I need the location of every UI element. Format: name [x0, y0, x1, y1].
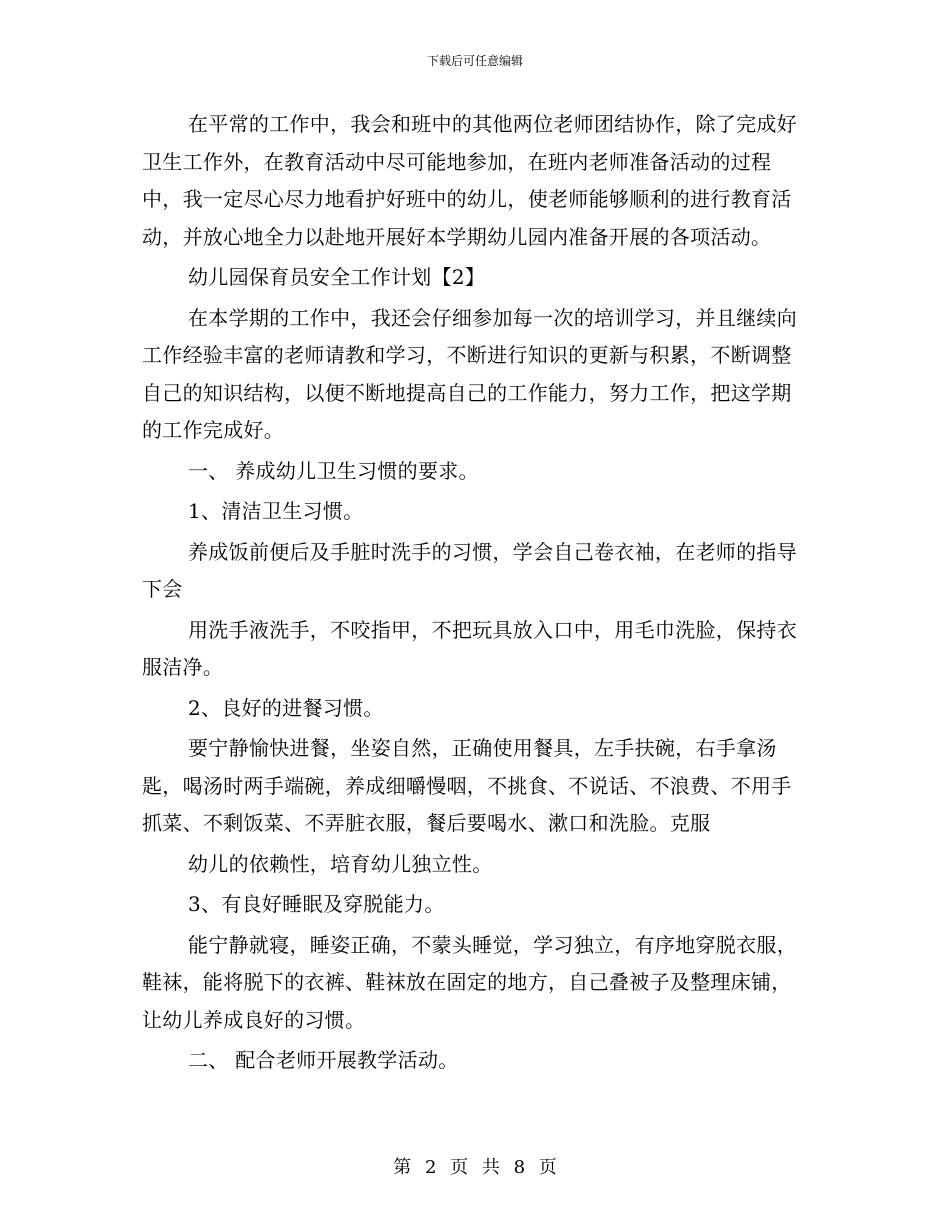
paragraph-teamwork: 在平常的工作中，我会和班中的其他两位老师团结协作，除了完成好卫生工作外，在教育活动中尽可能地参加，在班内老师准备活动的过程中，我一定尽心尽力地看护好班中的幼儿，使老师能够顺利的进行教育活动，并放心地全力以赴地开展好本学期幼儿园内准备开展的各项活动。 [142, 112, 797, 249]
subheading-eating: 2、良好的进餐习惯。 [188, 695, 384, 720]
subheading-cleanliness: 1、清洁卫生习惯。 [188, 499, 364, 523]
page-header-note: 下载后可任意编辑 [426, 54, 523, 68]
heading-hygiene-habits: 一、 养成幼儿卫生习惯的要求。 [188, 458, 479, 483]
paragraph-independence: 幼儿的依赖性，培育幼儿独立性。 [188, 851, 493, 876]
paragraph-sleep-habits: 能宁静就寝，睡姿正确，不蒙头睡觉，学习独立，有序地穿脱衣服，鞋袜，能将脱下的衣裤、鞋袜放在固定的地方，自己叠被子及整理床铺，让幼儿养成良好的习惯。 [142, 932, 797, 1032]
paragraph-eating-habits: 要宁静愉快进餐，坐姿自然，正确使用餐具，左手扶碗，右手拿汤匙，喝汤时两手端碗，养成细嚼慢咽，不挑食、不说话、不浪费、不用手抓菜、不剩饭菜、不弄脏衣服，餐后要喝水、漱口和洗脸。克服 [142, 736, 792, 835]
section-title-plan-2: 幼儿园保育员安全工作计划【2】 [188, 265, 486, 289]
paragraph-handwashing: 养成饭前便后及手脏时洗手的习惯，学会自己卷衣袖，在老师的指导下会 [142, 539, 797, 601]
page-number: 第 2 页 共 8 页 [393, 1157, 557, 1178]
paragraph-training: 在本学期的工作中，我还会仔细参加每一次的培训学习，并且继续向工作经验丰富的老师请教和学习，不断进行知识的更新与积累，不断调整自己的知识结构，以便不断地提高自己的工作能力，努力工作，把这学期的工作完成好。 [142, 305, 797, 442]
subheading-sleep: 3、有良好睡眠及穿脱能力。 [188, 892, 445, 916]
heading-teaching-support: 二、 配合老师开展教学活动。 [188, 1048, 459, 1072]
document-body [142, 106, 798, 1080]
paragraph-hand-soap: 用洗手液洗手，不咬指甲，不把玩具放入口中，用毛巾洗脸，保持衣服洁净。 [142, 617, 797, 679]
